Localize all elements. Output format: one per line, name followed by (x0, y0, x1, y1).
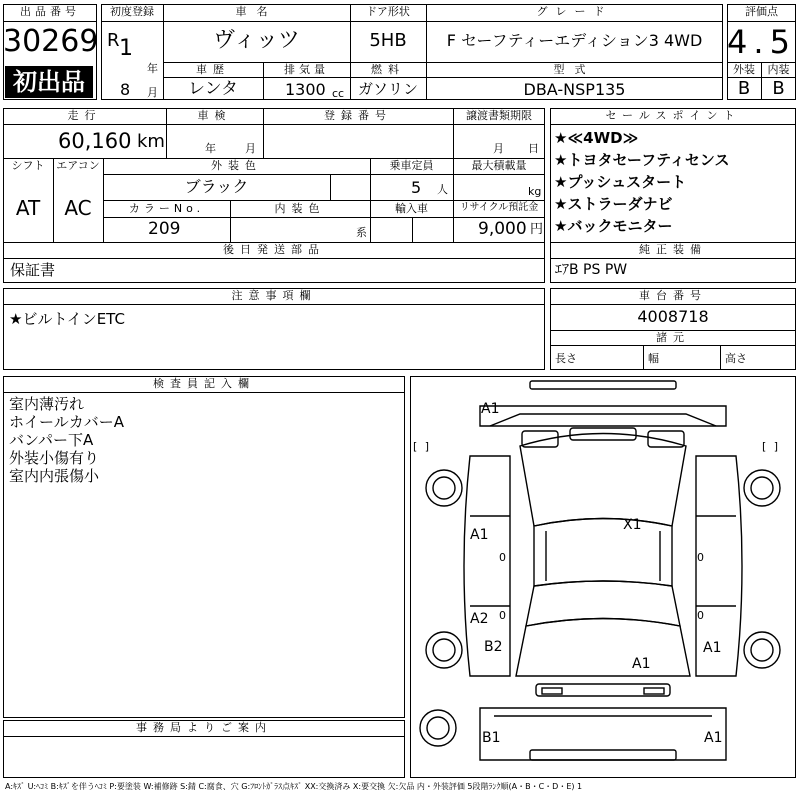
inspector-line: 室内薄汚れ (9, 395, 85, 413)
registration-month: 8 (120, 80, 131, 99)
recycle-unit: 円 (530, 222, 544, 237)
color-number: 209 (148, 219, 181, 239)
exterior-color: ブラック (184, 177, 249, 196)
inspector-line: 外装小傷有り (9, 449, 100, 467)
mileage-label: 走行 (67, 109, 102, 122)
equipment: ｴｱB PS PW (555, 262, 628, 278)
first-listing-badge: 初出品 (5, 66, 93, 98)
equipment-label: 純正装備 (639, 243, 707, 256)
notes: ★ビルトインETC (9, 310, 125, 328)
history: レンタ (188, 79, 238, 99)
later-parts: 保証書 (10, 261, 56, 279)
selling-points-label: セールスポイント (605, 109, 741, 122)
transfer-month-unit: 月 (493, 142, 504, 155)
color-number-label: カラーNo. (128, 202, 205, 215)
ac: AC (64, 196, 92, 220)
displacement-unit: cc (332, 87, 345, 100)
damage-mark-right-rear-wheel: A1 (703, 640, 722, 656)
first-registration-label: 初度登録 (110, 5, 154, 18)
load-unit: kg (528, 185, 542, 198)
inspection-label: 車検 (197, 109, 232, 122)
length-label: 長さ (555, 352, 577, 365)
inspection-month-unit: 月 (245, 142, 256, 155)
selling-point: ★≪4WD≫ (554, 129, 639, 147)
damage-mark-roof: X1 (623, 517, 642, 533)
transfer-docs-label: 譲渡書類期限 (466, 109, 532, 122)
max-load-label: 最大積載量 (471, 159, 527, 172)
grade: F セーフティーエディション3 4WD (446, 31, 703, 50)
selling-point: ★プッシュスタート (554, 173, 687, 191)
interior-grade: B (772, 78, 785, 99)
selling-point: ★トヨタセーフティセンス (554, 151, 730, 169)
chassis-number-label: 車台番号 (639, 289, 707, 302)
registration-number-label: 登録番号 (324, 109, 392, 122)
score: 4.5 (727, 23, 796, 61)
later-parts-label: 後日発送部品 (223, 243, 325, 256)
dimensions-label: 諸元 (656, 331, 690, 344)
damage-mark-left-front-door: A1 (470, 527, 489, 543)
zero-mark: 0 (499, 609, 506, 622)
history-label: 車歴 (196, 63, 230, 76)
registration-year: 1 (119, 36, 133, 61)
grade-label: グレード (536, 5, 613, 18)
inspector-label: 検査員記入欄 (153, 377, 255, 390)
month-unit: 月 (147, 86, 158, 99)
score-label: 評価点 (745, 5, 778, 18)
car-name: ヴィッツ (213, 28, 300, 53)
mileage: 60,160 (58, 129, 132, 153)
fuel: ガソリン (357, 80, 418, 98)
door-type: 5HB (369, 30, 407, 51)
shift-label: シフト (11, 159, 45, 172)
inspector-line: ホイールカバーA (9, 413, 124, 431)
model: DBA-NSP135 (523, 80, 626, 99)
year-unit: 年 (147, 62, 158, 75)
displacement-label: 排気量 (284, 63, 329, 76)
recycle-label: リサイクル預託金 (459, 202, 539, 213)
mileage-unit: km (137, 131, 165, 152)
damage-mark-left-rear-door: A2 (470, 611, 489, 627)
interior-color-unit: 系 (356, 226, 367, 239)
interior-label: 内装 (767, 63, 790, 76)
capacity-unit: 人 (437, 183, 448, 196)
chassis-number: 4008718 (637, 307, 709, 326)
zero-mark: 0 (697, 551, 704, 564)
car-name-label: 車名 (235, 5, 278, 18)
model-label: 型式 (553, 63, 596, 76)
recycle-fee: 9,000 (478, 219, 527, 239)
damage-mark-front-left: A1 (481, 401, 500, 417)
lot-number: 30269 (3, 24, 99, 59)
import-label: 輸入車 (395, 202, 428, 215)
exterior-label: 外装 (733, 63, 755, 76)
inspection-year-unit: 年 (205, 142, 216, 155)
lot-number-label: 出品番号 (20, 5, 80, 18)
capacity-label: 乗車定員 (389, 159, 434, 172)
selling-point: ★ストラーダナビ (554, 195, 673, 213)
inspector-line: 室内内張傷小 (9, 467, 100, 485)
zero-mark: 0 (697, 609, 704, 622)
exterior-grade: B (737, 78, 751, 99)
displacement: 1300 (285, 80, 326, 99)
inspector-line: バンパー下A (9, 431, 94, 449)
selling-point: ★バックモニター (554, 217, 673, 235)
fuel-label: 燃料 (371, 63, 405, 76)
damage-mark-rear-hatch: A1 (632, 656, 651, 672)
height-label: 高さ (725, 352, 747, 365)
legend: A:ｷｽﾞ U:ﾍｺﾐ B:ｷｽﾞを伴うﾍｺﾐ P:要塗装 W:補修跡 S:錆 C:腐食、穴 G:ﾌﾛﾝﾄｶﾞﾗｽ点ｷｽﾞ XX:交換済み X:要交換 欠:欠品 内・外装評価 5段階ﾗﾝｸ順(A・B・C・D・E) 1 (5, 782, 583, 791)
interior-color-label: 内装色 (274, 202, 326, 215)
transfer-day-unit: 日 (528, 142, 539, 155)
office-label: 事務局よりご案内 (136, 721, 272, 734)
damage-mark-left-rear-wheel: B2 (484, 639, 503, 655)
era: R (107, 30, 120, 51)
door-label: ドア形状 (366, 5, 410, 18)
exterior-color-label: 外装色 (211, 159, 262, 172)
capacity: 5 (411, 178, 422, 197)
bracket-left: [ ] (413, 440, 432, 453)
notes-label: 注意事項欄 (231, 289, 317, 302)
damage-mark-rear-right: A1 (704, 730, 723, 746)
shift: AT (15, 196, 41, 220)
zero-mark: 0 (499, 551, 506, 564)
bracket-right: [ ] (762, 440, 781, 453)
width-label: 幅 (648, 352, 659, 365)
car-diagram (410, 376, 796, 778)
damage-mark-rear-left: B1 (482, 730, 501, 746)
ac-label: エアコン (56, 159, 100, 172)
